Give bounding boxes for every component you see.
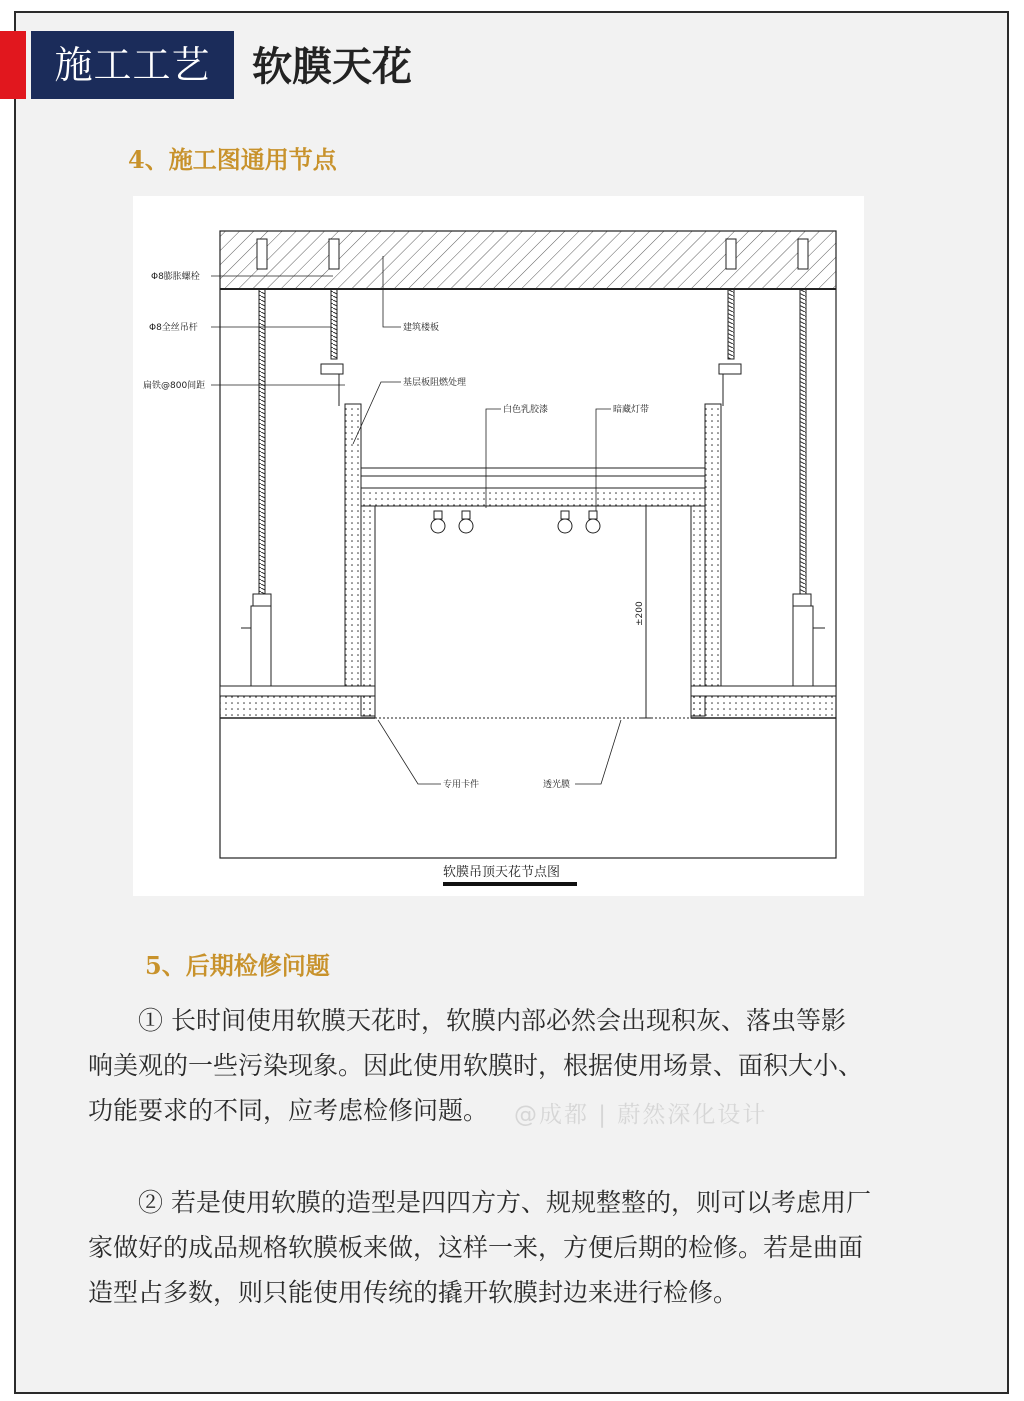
paragraph-2-line-3: 造型占多数，则只能使用传统的撬开软膜封边来进行检修。 xyxy=(88,1278,739,1307)
label-flat-iron: 扁铁@800间距 xyxy=(143,381,206,391)
page-title: 软膜天花 xyxy=(252,44,412,90)
label-white-latex: 白色乳胶漆 xyxy=(503,405,549,415)
paragraph-2-line-1: ② 若是使用软膜的造型是四四方方、规规整整的，则可以考虑用厂 xyxy=(138,1188,871,1217)
paragraph-1-line-2: 响美观的一些污染现象。因此使用软膜时，根据使用场景、面积大小、 xyxy=(88,1051,864,1080)
label-led-strip: 暗藏灯带 xyxy=(613,405,650,415)
caption-underline xyxy=(443,882,577,886)
led-lamps xyxy=(431,511,600,533)
section-5-heading: 5、后期检修问题 xyxy=(145,951,330,980)
hanger-rods xyxy=(257,239,808,594)
ceiling-box xyxy=(361,468,705,716)
label-floor-slab: 建筑楼板 xyxy=(403,323,440,333)
watermark: @成都 | 蔚然深化设计 xyxy=(514,1102,768,1128)
ceiling-layers xyxy=(220,686,836,718)
label-expansion-bolt: Φ8膨胀螺栓 xyxy=(151,272,200,282)
header-category: 施工工艺 xyxy=(31,31,234,99)
paragraph-2 xyxy=(88,1180,948,1315)
floor-slab-shape xyxy=(220,231,836,289)
header-accent-bar xyxy=(0,31,26,99)
paragraph-1-line-3: 功能要求的不同，应考虑检修问题。 xyxy=(88,1096,489,1125)
paragraph-1-line-1: ① 长时间使用软膜天花时，软膜内部必然会出现积灰、落虫等影 xyxy=(138,1006,846,1035)
label-clip: 专用卡件 xyxy=(443,780,480,790)
paragraph-2-line-2: 家做好的成品规格软膜板来做，这样一来，方便后期的检修。若是曲面 xyxy=(88,1233,864,1262)
construction-drawing xyxy=(133,196,864,896)
dimension-label: ±200 xyxy=(635,601,645,626)
side-boards xyxy=(339,374,723,694)
drawing-caption: 软膜吊顶天花节点图 xyxy=(443,865,561,880)
label-film: 透光膜 xyxy=(543,780,571,790)
label-threaded-rod: Φ8全丝吊杆 xyxy=(149,323,198,333)
label-fireproof-base: 基层板阻燃处理 xyxy=(403,378,467,388)
section-4-heading: 4、施工图通用节点 xyxy=(128,145,337,174)
